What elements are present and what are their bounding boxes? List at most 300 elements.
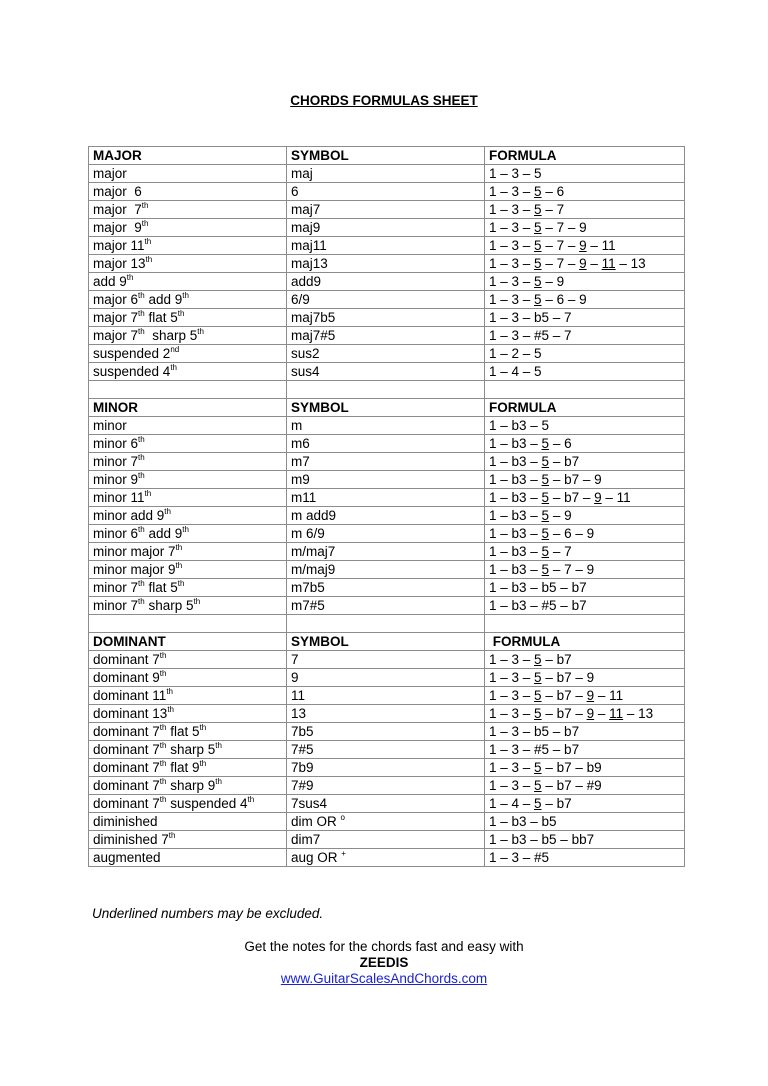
chord-symbol-cell: [287, 255, 485, 273]
table-row: [89, 669, 685, 687]
superscript: th: [177, 309, 185, 318]
superscript: th: [175, 561, 183, 570]
chord-name-cell: [89, 363, 287, 381]
table-row: [89, 489, 685, 507]
text-segment: – 7 – 9: [549, 562, 595, 577]
text-segment: m9: [291, 472, 310, 487]
table-row: [89, 543, 685, 561]
table-row: [89, 273, 685, 291]
text-segment: 1 – 3 –: [489, 670, 535, 685]
superscript: th: [138, 327, 145, 336]
chord-table-body: [89, 147, 685, 867]
superscript: th: [145, 255, 153, 264]
chord-symbol-cell: [287, 201, 485, 219]
chord-symbol-cell: [287, 849, 485, 867]
chord-formula-cell: [485, 705, 685, 723]
chord-formula-cell: [485, 525, 685, 543]
chord-formula-cell: [485, 363, 685, 381]
superscript: th: [159, 795, 167, 804]
table-row: [89, 345, 685, 363]
text-segment: major 11: [93, 238, 145, 253]
superscript: th: [199, 759, 207, 768]
text-segment: – 9: [549, 508, 572, 523]
optional-degree: 5: [541, 436, 550, 451]
table-row: [89, 741, 685, 759]
text-segment: major 13: [93, 256, 146, 271]
footer-text: Get the notes for the chords fast and easy with: [244, 939, 524, 954]
chord-symbol-cell: [287, 705, 485, 723]
text-segment: minor major 7: [93, 544, 176, 559]
text-segment: 13: [291, 706, 307, 721]
text-segment: 1 – 4 –: [489, 796, 535, 811]
text-segment: 1 – b3 – b5 – bb7: [489, 832, 595, 847]
chord-formula-cell: [485, 543, 685, 561]
text-segment: maj9: [291, 220, 321, 235]
optional-degree: 9: [586, 688, 595, 703]
text-segment: dominant 7: [93, 652, 160, 667]
text-segment: 1 – 3 –: [489, 292, 535, 307]
text-segment: m6: [291, 436, 310, 451]
text-segment: – 7 – 9: [541, 220, 587, 235]
chord-name-cell: [89, 201, 287, 219]
chord-symbol-cell: [287, 525, 485, 543]
chord-name-cell: [89, 327, 287, 345]
exclusion-note: Underlined numbers may be excluded.: [92, 906, 324, 921]
section-header-row: [89, 147, 685, 165]
text-segment: maj7#5: [291, 328, 336, 343]
superscript: th: [166, 687, 173, 696]
text-segment: 6: [291, 184, 299, 199]
chord-name-cell: [89, 507, 287, 525]
superscript: th: [182, 291, 189, 300]
chord-name-cell: [89, 435, 287, 453]
text-segment: major 7: [93, 202, 142, 217]
chord-symbol-header: SYMBOL: [287, 399, 485, 417]
table-row: [89, 597, 685, 615]
text-segment: – 11: [586, 238, 616, 253]
text-segment: – b7 –: [541, 706, 587, 721]
table-row: [89, 795, 685, 813]
chord-symbol-cell: [287, 651, 485, 669]
chord-symbol-header: SYMBOL: [287, 147, 485, 165]
text-segment: 1 – 3 –: [489, 220, 535, 235]
chord-name-cell: [89, 849, 287, 867]
chord-formula-header: FORMULA: [485, 633, 685, 651]
chord-symbol-cell: [287, 435, 485, 453]
optional-degree: 5: [534, 274, 542, 289]
optional-degree: 5: [541, 544, 550, 559]
table-row: [89, 255, 685, 273]
chord-formula-header: FORMULA: [485, 399, 685, 417]
text-segment: 1 – b3 – b5 – b7: [489, 580, 587, 595]
chord-formula-cell: [485, 417, 685, 435]
text-segment: sharp 5: [144, 328, 198, 343]
empty-cell: [89, 381, 287, 399]
text-segment: augmented: [93, 850, 161, 865]
text-segment: 1 – b3 –: [489, 436, 542, 451]
chord-symbol-cell: [287, 309, 485, 327]
text-segment: 7sus4: [291, 796, 328, 811]
chord-name-cell: [89, 741, 287, 759]
chord-symbol-cell: [287, 363, 485, 381]
text-segment: minor: [93, 418, 127, 433]
text-segment: flat 9: [166, 760, 200, 775]
text-segment: – 13: [623, 706, 654, 721]
superscript: th: [159, 651, 167, 660]
superscript: th: [138, 291, 145, 300]
text-segment: dominant 7: [93, 742, 160, 757]
table-row: [89, 435, 685, 453]
table-row: [89, 219, 685, 237]
chord-symbol-cell: [287, 219, 485, 237]
text-segment: 7#9: [291, 778, 314, 793]
text-segment: 1 – b3 –: [489, 490, 542, 505]
chord-symbol-cell: [287, 165, 485, 183]
optional-degree: 5: [534, 778, 542, 793]
chord-formula-cell: [485, 579, 685, 597]
text-segment: dominant 7: [93, 778, 160, 793]
chord-name-cell: [89, 183, 287, 201]
text-segment: 1 – 3 – b5 – b7: [489, 724, 580, 739]
text-segment: m7#5: [291, 598, 325, 613]
text-segment: m/maj9: [291, 562, 336, 577]
chord-symbol-cell: [287, 345, 485, 363]
text-segment: major 6: [93, 184, 142, 199]
chord-name-cell: [89, 759, 287, 777]
text-segment: sharp 5: [166, 742, 216, 757]
text-segment: – b7 – b9: [541, 760, 602, 775]
chord-name-cell: [89, 489, 287, 507]
text-segment: 1 – 3 – #5 – b7: [489, 742, 580, 757]
text-segment: 1 – b3 – b5: [489, 814, 557, 829]
chord-symbol-cell: [287, 183, 485, 201]
table-row: [89, 579, 685, 597]
text-segment: sharp 9: [166, 778, 216, 793]
text-segment: maj11: [291, 238, 327, 253]
chord-formula-cell: [485, 183, 685, 201]
chord-name-cell: [89, 651, 287, 669]
text-segment: –: [594, 706, 610, 721]
empty-cell: [485, 615, 685, 633]
text-segment: diminished 7: [93, 832, 169, 847]
section-spacer: [89, 615, 685, 633]
optional-degree: 5: [534, 652, 542, 667]
superscript: th: [138, 597, 145, 606]
text-segment: 1 – 3 – #5: [489, 850, 550, 865]
table-row: [89, 759, 685, 777]
chord-name-cell: [89, 777, 287, 795]
section-spacer: [89, 381, 685, 399]
text-segment: dominant 7: [93, 760, 160, 775]
optional-degree: 5: [534, 706, 542, 721]
text-segment: add9: [291, 274, 322, 289]
chord-formula-header: FORMULA: [485, 147, 685, 165]
website-link[interactable]: www.GuitarScalesAndChords.com: [280, 971, 488, 986]
text-segment: – 11: [594, 688, 624, 703]
table-row: [89, 417, 685, 435]
text-segment: major: [93, 166, 127, 181]
text-segment: – b7: [541, 652, 572, 667]
chord-symbol-cell: [287, 489, 485, 507]
text-segment: minor major 9: [93, 562, 176, 577]
table-row: [89, 705, 685, 723]
chord-name-cell: [89, 705, 287, 723]
superscript: th: [138, 471, 145, 480]
text-segment: – 7 –: [541, 256, 580, 271]
empty-cell: [89, 615, 287, 633]
table-row: [89, 327, 685, 345]
chord-name-cell: [89, 597, 287, 615]
text-segment: 1 – 3 – 5: [489, 166, 542, 181]
text-segment: suspended 4: [93, 364, 171, 379]
text-segment: 1 – 3 –: [489, 688, 535, 703]
text-segment: 1 – b3 –: [489, 544, 542, 559]
chord-symbol-cell: [287, 723, 485, 741]
optional-degree: 11: [601, 256, 616, 271]
text-segment: – b7 –: [541, 688, 587, 703]
text-segment: 1 – 2 – 5: [489, 346, 542, 361]
table-row: [89, 687, 685, 705]
optional-degree: 11: [609, 706, 624, 721]
section-header-row: [89, 399, 685, 417]
chord-formula-cell: [485, 237, 685, 255]
text-segment: sharp 5: [144, 598, 194, 613]
text-segment: suspended 4: [166, 796, 248, 811]
text-segment: 1 – 3 –: [489, 760, 535, 775]
chord-name-cell: [89, 525, 287, 543]
superscript: th: [177, 579, 185, 588]
text-segment: m 6/9: [291, 526, 325, 541]
text-segment: – b7 – 9: [541, 670, 595, 685]
text-segment: m7b5: [291, 580, 325, 595]
text-segment: 9: [291, 670, 299, 685]
table-row: [89, 201, 685, 219]
chord-formula-table: [88, 146, 685, 867]
text-segment: – 7 –: [541, 238, 580, 253]
text-segment: dominant 7: [93, 724, 160, 739]
chord-symbol-cell: [287, 813, 485, 831]
optional-degree: 5: [534, 292, 542, 307]
chord-symbol-cell: [287, 669, 485, 687]
text-segment: add 9: [144, 526, 183, 541]
optional-degree: 5: [541, 508, 550, 523]
chord-symbol-cell: [287, 687, 485, 705]
optional-degree: 5: [534, 220, 542, 235]
chord-symbol-cell: [287, 417, 485, 435]
chord-formula-cell: [485, 687, 685, 705]
text-segment: – 7: [549, 544, 572, 559]
chord-name-cell: [89, 723, 287, 741]
section-header-row: [89, 633, 685, 651]
superscript: th: [159, 741, 167, 750]
table-row: [89, 561, 685, 579]
text-segment: suspended 2: [93, 346, 171, 361]
text-segment: maj: [291, 166, 313, 181]
text-segment: 1 – 3 –: [489, 652, 535, 667]
chord-name-cell: [89, 219, 287, 237]
chord-symbol-cell: [287, 759, 485, 777]
optional-degree: 5: [541, 562, 550, 577]
chord-formula-cell: [485, 849, 685, 867]
superscript: th: [138, 579, 145, 588]
chord-formula-cell: [485, 453, 685, 471]
text-segment: diminished: [93, 814, 158, 829]
text-segment: 1 – 3 – #5 – 7: [489, 328, 572, 343]
empty-cell: [287, 615, 485, 633]
chord-symbol-cell: [287, 561, 485, 579]
text-segment: 7#5: [291, 742, 314, 757]
text-segment: minor 11: [93, 490, 145, 505]
superscript: th: [159, 723, 167, 732]
chord-symbol-cell: [287, 327, 485, 345]
text-segment: minor 6: [93, 526, 139, 541]
table-row: [89, 849, 685, 867]
chord-name-cell: [89, 543, 287, 561]
chord-formula-cell: [485, 597, 685, 615]
superscript: th: [167, 705, 174, 714]
chord-name-cell: [89, 669, 287, 687]
text-segment: flat 5: [144, 580, 178, 595]
text-segment: – 6 – 9: [541, 292, 587, 307]
table-row: [89, 777, 685, 795]
chord-formula-cell: [485, 777, 685, 795]
chord-formula-cell: [485, 489, 685, 507]
empty-cell: [287, 381, 485, 399]
chord-symbol-cell: [287, 741, 485, 759]
optional-degree: 5: [534, 688, 542, 703]
superscript: th: [126, 273, 134, 282]
chord-name-cell: [89, 309, 287, 327]
superscript: th: [159, 759, 167, 768]
chord-name-cell: [89, 291, 287, 309]
chord-formula-cell: [485, 327, 685, 345]
text-segment: dim OR: [291, 814, 341, 829]
superscript: th: [164, 507, 171, 516]
chord-formula-cell: [485, 291, 685, 309]
superscript: th: [138, 435, 145, 444]
superscript: th: [215, 741, 222, 750]
optional-degree: 9: [579, 238, 587, 253]
text-segment: dominant 7: [93, 796, 160, 811]
chord-name-cell: [89, 579, 287, 597]
text-segment: minor 9: [93, 472, 139, 487]
optional-degree: 9: [594, 490, 602, 505]
text-segment: major 7: [93, 310, 139, 325]
chord-name-cell: [89, 453, 287, 471]
chord-name-cell: [89, 561, 287, 579]
chord-name-cell: [89, 417, 287, 435]
text-segment: – b7: [541, 796, 572, 811]
chord-symbol-cell: [287, 831, 485, 849]
text-segment: maj7b5: [291, 310, 336, 325]
table-row: [89, 507, 685, 525]
chord-name-cell: [89, 165, 287, 183]
text-segment: dim7: [291, 832, 321, 847]
text-segment: – 13: [615, 256, 646, 271]
text-segment: – b7 – #9: [541, 778, 602, 793]
superscript: th: [182, 525, 189, 534]
optional-degree: 5: [534, 670, 542, 685]
superscript: th: [247, 795, 255, 804]
text-segment: 1 – 3 –: [489, 706, 535, 721]
chord-formula-cell: [485, 165, 685, 183]
text-segment: 7: [291, 652, 299, 667]
chord-symbol-cell: [287, 507, 485, 525]
superscript: th: [215, 777, 222, 786]
chord-formula-cell: [485, 273, 685, 291]
superscript: th: [144, 489, 152, 498]
superscript: th: [138, 453, 145, 462]
chord-name-header: MAJOR: [89, 147, 287, 165]
chord-name-cell: [89, 273, 287, 291]
chord-name-cell: [89, 471, 287, 489]
table-row: [89, 363, 685, 381]
chord-symbol-cell: [287, 273, 485, 291]
text-segment: dominant 13: [93, 706, 168, 721]
chord-formula-cell: [485, 219, 685, 237]
text-segment: – 7: [541, 202, 565, 217]
chord-name-cell: [89, 237, 287, 255]
chord-formula-cell: [485, 741, 685, 759]
optional-degree: 5: [541, 526, 550, 541]
optional-degree: 5: [534, 184, 542, 199]
text-segment: flat 5: [166, 724, 200, 739]
table-row: [89, 651, 685, 669]
text-segment: dominant 11: [93, 688, 167, 703]
superscript: +: [341, 849, 346, 858]
chord-name-header: MINOR: [89, 399, 287, 417]
chord-name-cell: [89, 795, 287, 813]
text-segment: dominant 9: [93, 670, 160, 685]
text-segment: 1 – b3 –: [489, 526, 542, 541]
chord-name-cell: [89, 255, 287, 273]
chord-formula-cell: [485, 669, 685, 687]
chord-formula-cell: [485, 345, 685, 363]
text-segment: 1 – 3 –: [489, 274, 535, 289]
text-segment: – 6: [549, 436, 572, 451]
chord-name-cell: [89, 831, 287, 849]
text-segment: minor 6: [93, 436, 139, 451]
text-segment: minor add 9: [93, 508, 165, 523]
superscript: o: [340, 813, 345, 822]
chord-symbol-cell: [287, 543, 485, 561]
text-segment: – 9: [541, 274, 565, 289]
chord-symbol-cell: [287, 291, 485, 309]
text-segment: 1 – b3 –: [489, 472, 542, 487]
optional-degree: 9: [579, 256, 587, 271]
chord-symbol-cell: [287, 471, 485, 489]
text-segment: add 9: [93, 274, 127, 289]
table-row: [89, 525, 685, 543]
superscript: th: [170, 363, 177, 372]
chord-formula-cell: [485, 201, 685, 219]
chord-formula-cell: [485, 471, 685, 489]
text-segment: – 6: [541, 184, 565, 199]
text-segment: maj13: [291, 256, 328, 271]
chord-formula-cell: [485, 759, 685, 777]
optional-degree: 5: [534, 202, 542, 217]
page-title: CHORDS FORMULAS SHEET: [290, 93, 478, 108]
text-segment: 1 – 4 – 5: [489, 364, 542, 379]
table-row: [89, 183, 685, 201]
footer: [0, 939, 768, 987]
chord-formula-cell: [485, 255, 685, 273]
text-segment: 1 – 3 –: [489, 184, 535, 199]
text-segment: sus4: [291, 364, 320, 379]
chord-formula-cell: [485, 795, 685, 813]
chord-symbol-cell: [287, 579, 485, 597]
text-segment: maj7: [291, 202, 321, 217]
